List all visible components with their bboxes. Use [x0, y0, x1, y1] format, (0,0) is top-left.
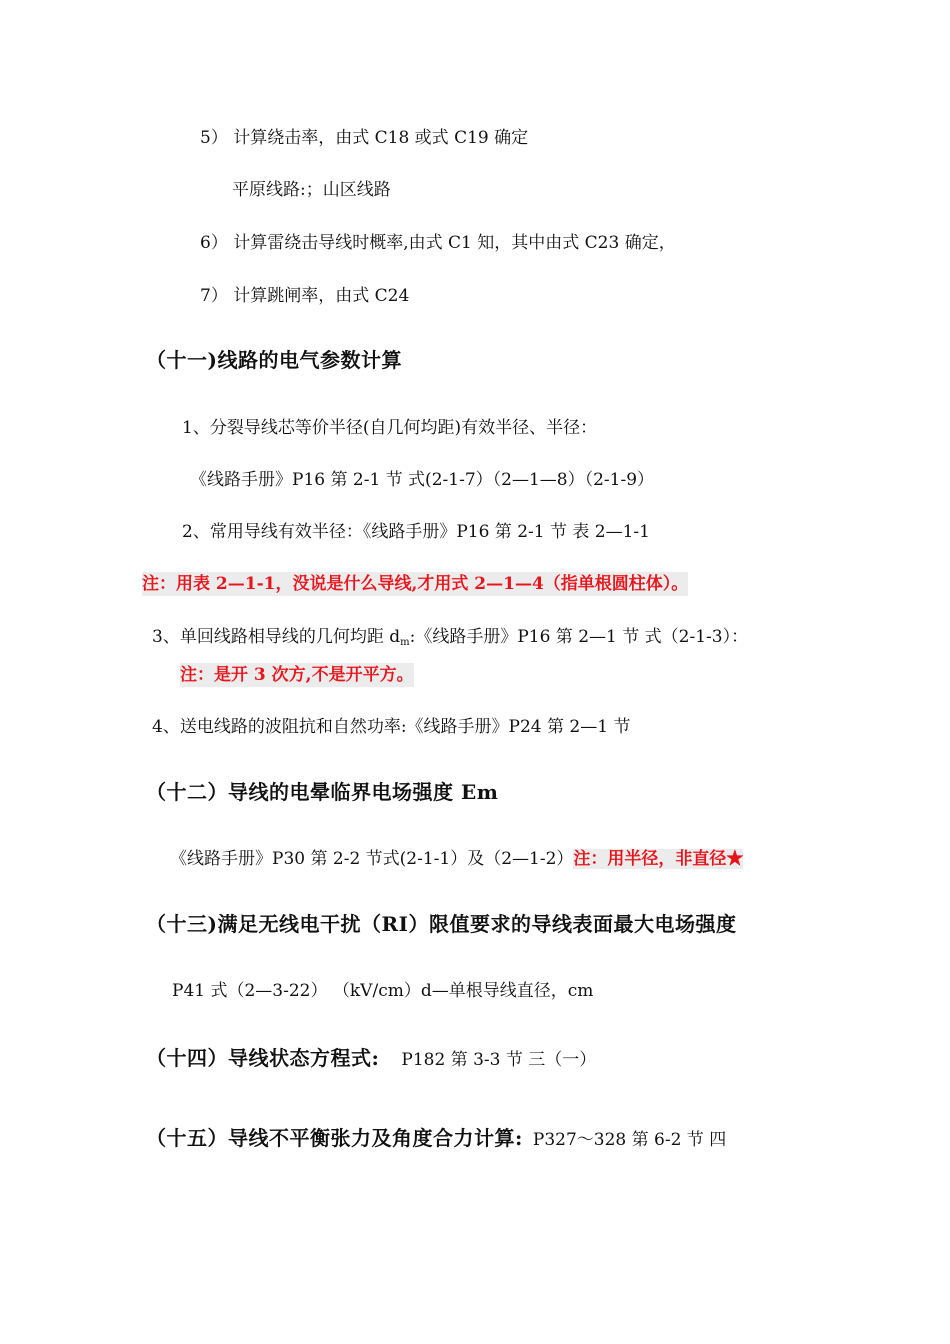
item-11-4: 4、送电线路的波阻抗和自然功率:《线路手册》P24 第 2—1 节 [152, 717, 631, 737]
note-cube-root: 注：是开 3 次方,不是开平方。 [180, 665, 414, 685]
plain-mountain-line: 平原线路:；山区线路 [232, 180, 391, 200]
heading-15: （十五）导线不平衡张力及角度合力计算: [146, 1126, 523, 1150]
item-11-3-post: :《线路手册》P16 第 2—1 节 式（2-1-3）： [409, 627, 749, 647]
heading-14: （十四）导线状态方程式: [146, 1046, 380, 1070]
item-11-3-sub: m [400, 637, 410, 648]
item-11-3 [152, 625, 748, 655]
item-7: 7） 计算跳闸率，由式 C24 [200, 286, 410, 306]
item-11-1: 1、分裂导线芯等价半径(自几何均距)有效半径、半径： [182, 418, 598, 438]
item-11-1-ref: 《线路手册》P16 第 2-1 节 式(2-1-7）（2—1—8）（2-1-9） [190, 470, 655, 490]
ref-12 [170, 847, 743, 871]
heading-11: （十一)线路的电气参数计算 [146, 348, 402, 372]
item-6: 6） 计算雷绕击导线时概率,由式 C1 知，其中由式 C23 确定， [200, 233, 676, 253]
item-11-3-pre: 3、单回线路相导线的几何均距 d [152, 627, 401, 647]
item-11-2: 2、常用导线有效半径：《线路手册》P16 第 2-1 节 表 2—1-1 [182, 522, 650, 542]
item-5: 5） 计算绕击率，由式 C18 或式 C19 确定 [200, 128, 529, 148]
heading-13: （十三)满足无线电干扰（RI）限值要求的导线表面最大电场强度 [146, 912, 737, 936]
heading-12: （十二）导线的电晕临界电场强度 Em [146, 780, 499, 804]
heading-15-line [146, 1124, 726, 1152]
ref-14: P182 第 3-3 节 三（一） [401, 1050, 597, 1070]
note-radius: 注：用半径，非直径★ [573, 849, 744, 869]
note-table: 注：用表 2—1-1，没说是什么导线,才用式 2—1—4（指单根圆柱体）。 [142, 574, 689, 594]
ref-12-text: 《线路手册》P30 第 2-2 节式(2-1-1）及（2—1-2） [170, 849, 574, 869]
ref-13: P41 式（2—3-22） （kV/cm）d—单根导线直径，cm [172, 981, 594, 1001]
heading-14-line [146, 1044, 596, 1072]
ref-15: P327～328 第 6-2 节 四 [532, 1130, 727, 1150]
